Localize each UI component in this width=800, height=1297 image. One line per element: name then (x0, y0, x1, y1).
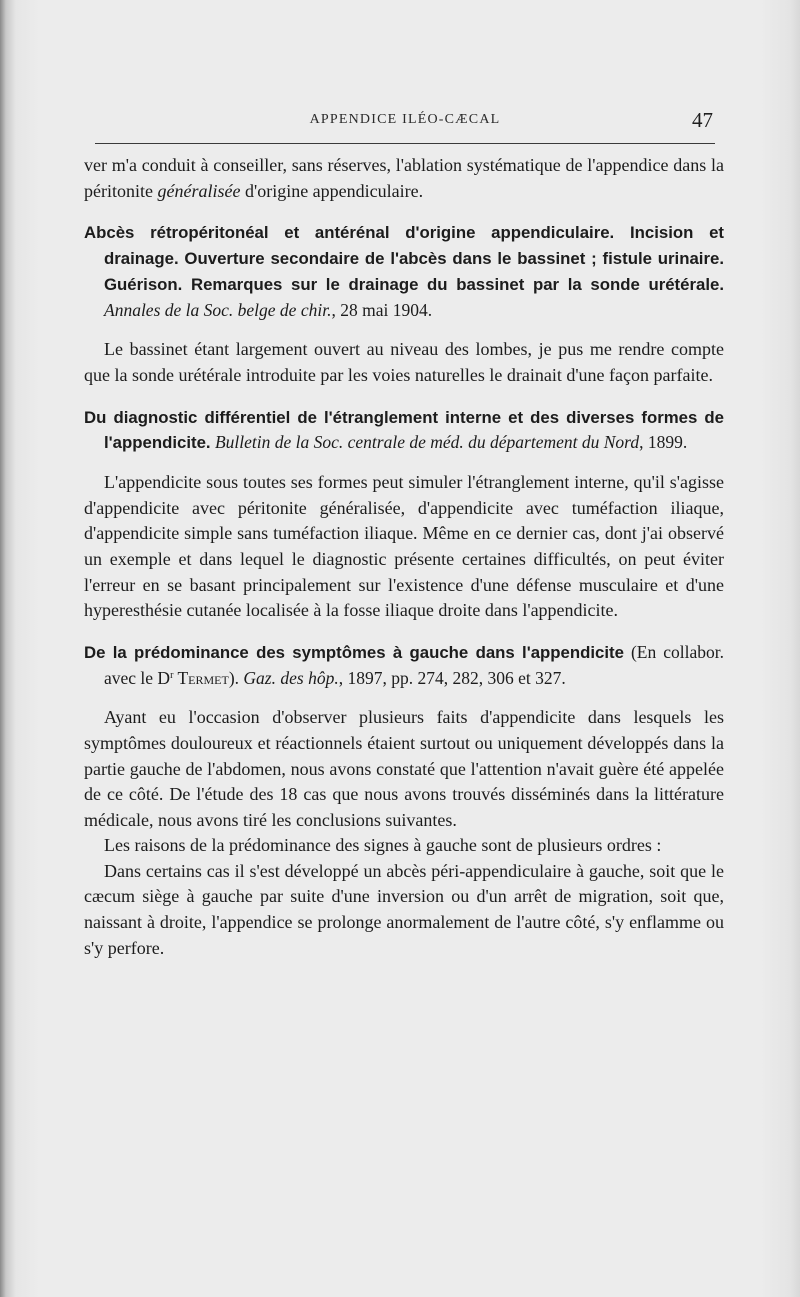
entry-title: Abcès rétropéritonéal et antérénal d'origine appendiculaire. Incision et drainage. Ouverture secondaire de l'abcès dans le bassinet ; fistule urinaire. Guérison. Remarques sur le drainage du bassinet par la sonde urétérale. (84, 223, 724, 294)
paragraph-raisons: Les raisons de la prédominance des signes à gauche sont de plusieurs ordres : (104, 835, 662, 856)
running-head (95, 108, 715, 136)
entry-source: Annales de la Soc. belge de chir. (104, 299, 332, 320)
entry-sup: r (170, 669, 174, 681)
paragraph-observations: Ayant eu l'occasion d'observer plusieurs faits d'appendicite dans lesquels les symptômes douloureux et réactionnels étaient surtout ou uniquement développés dans la partie gauche de l'abdomen, nous avons constaté que l'attention n'avait guère été appelée de ce côté. De l'étude des 18 cas que nous avons trouvés disséminés dans la littérature médicale, nous avons tiré les conclusions suivantes. (84, 707, 724, 830)
paragraph-text-end: d'origine appendiculaire. (240, 180, 424, 201)
page-body (84, 153, 724, 961)
entry-source: Gaz. des hôp. (243, 667, 339, 688)
header-rule (95, 143, 715, 144)
entry-date: , 1899. (639, 432, 688, 453)
entry-title: Du diagnostic différentiel de l'étranglement interne et des diverses formes de l'appendicite. (84, 407, 724, 453)
entry-punct: ). (228, 667, 244, 688)
paragraph-bassinet: Le bassinet étant largement ouvert au niveau des lombes, je pus me rendre compte que la sonde urétérale introduite par les voies naturelles le drainait d'une façon parfaite. (84, 339, 724, 385)
entry-collab: (En collabor. avec le D (104, 641, 725, 688)
entry-date: , 28 mai 1904. (331, 299, 433, 320)
bibliography-entry-diagnostic (84, 405, 724, 457)
paragraph-appendicite: L'appendicite sous toutes ses formes peut simuler l'étranglement interne, qu'il s'agisse d'appendicite avec péritonite généralisée, d'appendicite avec tuméfaction iliaque, d'appendicite simple sans tuméfaction iliaque. Même en ce dernier cas, dont j'ai observé un exemple et dans lequel le diagnostic présente certaines difficultés, on peut éviter l'erreur en se basant principalement sur l'existence d'une défense musculaire et d'une hyperesthésie cutanée localisée à la fosse iliaque droite dans l'appendicite. (84, 472, 724, 621)
running-title: APPENDICE ILÉO-CÆCAL (309, 112, 501, 127)
paragraph-continuation (84, 153, 724, 204)
page-number: 47 (692, 108, 713, 132)
bibliography-entry-abces (84, 220, 724, 323)
paragraph-italic: généralisée (157, 180, 241, 201)
entry-pages: , 1897, pp. 274, 282, 306 et 327. (338, 667, 566, 688)
bibliography-entry-predominance (84, 640, 724, 692)
paragraph-abces-gauche: Dans certains cas il s'est développé un abcès péri-appendiculaire à gauche, soit que le cæcum siège à gauche par suite d'une inversion ou d'un arrêt de migration, soit que, naissant à droite, l'appendice se prolonge anormalement de l'autre côté, s'y enflamme ou s'y perfore. (84, 860, 724, 958)
entry-author: Termet (173, 667, 229, 688)
entry-title: De la prédominance des symptômes à gauche dans l'appendicite (84, 642, 624, 662)
paragraph-text: ver m'a conduit à conseiller, sans réserves, l'ablation systématique de l'appendice dans la péritonite (84, 155, 724, 201)
entry-source: Bulletin de la Soc. centrale de méd. du département du Nord (214, 432, 640, 453)
